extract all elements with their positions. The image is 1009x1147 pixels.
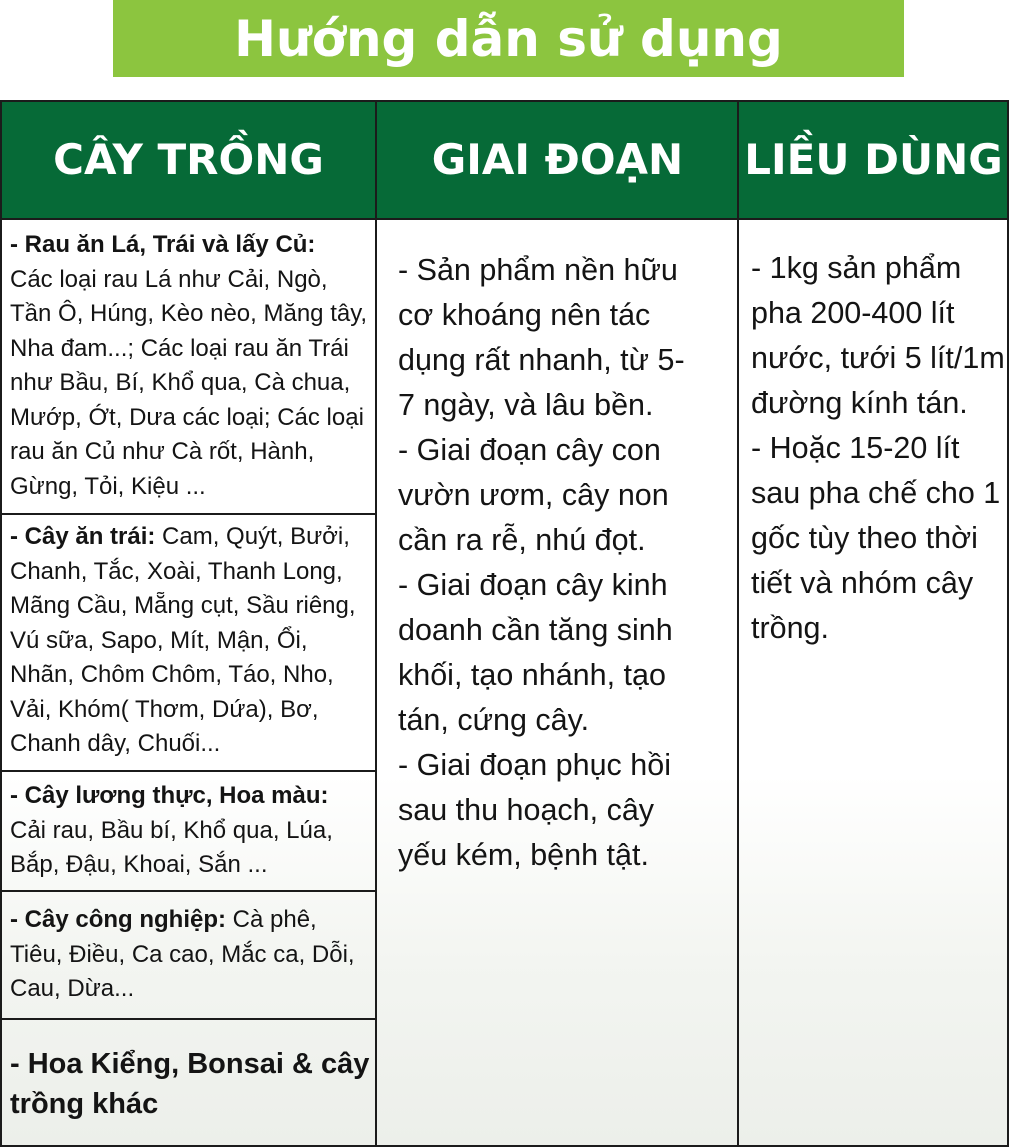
stage-item: - Giai đoạn phục hồi sau thu hoạch, cây yếu kém, bệnh tật. — [398, 748, 671, 872]
crop-label: - Hoa Kiểng, Bonsai & cây trồng khác — [10, 1048, 370, 1120]
stage-item: - Giai đoạn cây kinh doanh cần tăng sinh khối, tạo nhánh, tạo tán, cứng cây. — [398, 568, 673, 737]
crop-label: - Cây lương thực, Hoa màu: — [10, 782, 329, 809]
stage-cell — [398, 248, 698, 878]
column-divider-1 — [375, 100, 377, 1147]
header-stage: GIAI ĐOẠN — [431, 134, 684, 184]
dosage-cell — [751, 246, 1006, 651]
header-bottom-border — [0, 218, 1009, 220]
header-dosage: LIỀU DÙNG — [744, 134, 1003, 184]
stage-item: - Sản phẩm nền hữu cơ khoáng nên tác dụng rất nhanh, từ 5-7 ngày, và lâu bền. — [398, 253, 685, 422]
crop-row-industrial — [10, 903, 372, 1007]
title-banner — [113, 0, 904, 77]
crop-row-fruit-trees — [10, 520, 372, 762]
crop-row-vegetables — [10, 228, 372, 504]
table-left-border — [0, 100, 2, 1147]
crop-row-divider-2 — [0, 770, 377, 772]
table-top-border — [0, 100, 1009, 102]
crop-row-divider-3 — [0, 890, 377, 892]
dosage-item: - 1kg sản phẩm pha 200-400 lít nước, tưới 5 lít/1m đường kính tán. — [751, 251, 1005, 420]
crop-row-food-crops — [10, 779, 372, 883]
stage-item: - Giai đoạn cây con vườn ươm, cây non cần ra rễ, nhú đọt. — [398, 433, 669, 557]
crop-label: - Cây ăn trái: — [10, 523, 156, 550]
crop-row-divider-1 — [0, 513, 377, 515]
crop-label: - Cây công nghiệp: — [10, 906, 226, 933]
crop-row-ornamental — [10, 1044, 372, 1124]
crop-text: Cà phê, Tiêu, Điều, Ca cao, Mắc ca, Dỗi, Cau, Dừa... — [10, 906, 355, 1002]
crop-text: Các loại rau Lá như Cải, Ngò, Tần Ô, Húng, Kèo nèo, Măng tây, Nha đam...; Các loại rau ăn Trái như Bầu, Bí, Khổ qua, Cà chua, Mướp, Ớt, Dưa các loại; Các loại rau ăn Củ như Cà rốt, Hành, Gừng, Tỏi, Kiệu ... — [10, 265, 368, 500]
header-crops: CÂY TRỒNG — [53, 134, 324, 184]
crop-text: Cam, Quýt, Bưởi, Chanh, Tắc, Xoài, Thanh Long, Mãng Cầu, Mẵng cụt, Sầu riêng, Vú sữa, Sapo, Mít, Mận, Ổi, Nhãn, Chôm Chôm, Táo, Nho, Vải, Khóm( Thơm, Dứa), Bơ, Chanh dây, Chuối... — [10, 523, 356, 757]
column-divider-2 — [737, 100, 739, 1147]
dosage-item: - Hoặc 15-20 lít sau pha chế cho 1 gốc tùy theo thời tiết và nhóm cây trồng. — [751, 431, 1001, 645]
crop-row-divider-4 — [0, 1018, 377, 1020]
usage-table — [0, 100, 1009, 1147]
crop-text: Cải rau, Bầu bí, Khổ qua, Lúa, Bắp, Đậu, Khoai, Sắn ... — [10, 816, 333, 878]
page-title: Hướng dẫn sử dụng — [234, 9, 783, 68]
crop-label: - Rau ăn Lá, Trái và lấy Củ: — [10, 231, 316, 258]
